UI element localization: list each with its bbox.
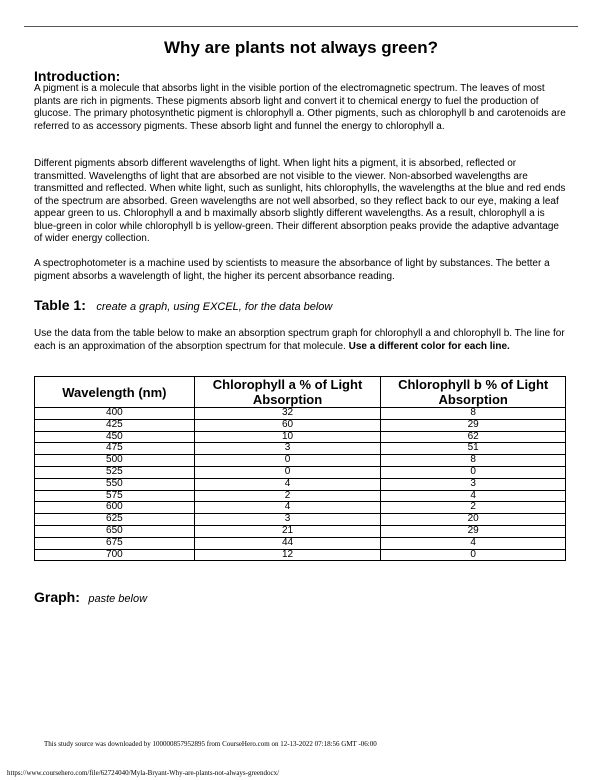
download-source-line: This study source was downloaded by 100000857952895 from CourseHero.com on 12-13-2022 07:18:56 GMT -06:00 xyxy=(44,740,377,748)
top-divider xyxy=(24,26,578,27)
cell-chlorophyll-a: 12 xyxy=(194,549,381,561)
cell-chlorophyll-b: 29 xyxy=(381,419,566,431)
cell-chlorophyll-a: 2 xyxy=(194,490,381,502)
table1-instructions xyxy=(34,328,569,353)
cell-wavelength: 675 xyxy=(35,537,195,549)
table-row xyxy=(35,549,566,561)
cell-chlorophyll-b: 20 xyxy=(381,514,566,526)
graph-heading xyxy=(34,589,147,607)
table-row xyxy=(35,466,566,478)
cell-chlorophyll-b: 29 xyxy=(381,525,566,537)
instructions-bold-text: Use a different color for each line. xyxy=(348,340,510,352)
cell-chlorophyll-b: 2 xyxy=(381,502,566,514)
cell-wavelength: 575 xyxy=(35,490,195,502)
cell-chlorophyll-a: 21 xyxy=(194,525,381,537)
graph-label: Graph: xyxy=(34,589,80,605)
cell-chlorophyll-b: 51 xyxy=(381,443,566,455)
page-title: Why are plants not always green? xyxy=(164,38,438,57)
cell-wavelength: 550 xyxy=(35,478,195,490)
table-header-row xyxy=(35,377,566,408)
cell-wavelength: 650 xyxy=(35,525,195,537)
cell-wavelength: 425 xyxy=(35,419,195,431)
table-row xyxy=(35,502,566,514)
cell-chlorophyll-a: 32 xyxy=(194,408,381,420)
cell-wavelength: 600 xyxy=(35,502,195,514)
cell-chlorophyll-b: 8 xyxy=(381,455,566,467)
table-row xyxy=(35,514,566,526)
cell-chlorophyll-a: 3 xyxy=(194,443,381,455)
cell-chlorophyll-a: 4 xyxy=(194,478,381,490)
table-row xyxy=(35,525,566,537)
cell-wavelength: 525 xyxy=(35,466,195,478)
header-wavelength: Wavelength (nm) xyxy=(35,377,195,408)
table-row xyxy=(35,537,566,549)
cell-wavelength: 625 xyxy=(35,514,195,526)
cell-chlorophyll-a: 44 xyxy=(194,537,381,549)
introduction-heading: Introduction: xyxy=(34,68,121,84)
intro-paragraph-3: A spectrophotometer is a machine used by scientists to measure the absorbance of light by substances. The better a pigment absorbs a wavelength of light, the higher its percent absorbance reading. xyxy=(34,258,550,282)
instructions-text: Use the data from the table below to make an absorption spectrum graph for chlorophyll a and chlorophyll b. The line for each is an approximation of the absorption spectrum for that molecule. xyxy=(34,328,565,352)
header-chlorophyll-a: Chlorophyll a % of Light Absorption xyxy=(194,377,381,408)
cell-wavelength: 700 xyxy=(35,549,195,561)
cell-chlorophyll-b: 4 xyxy=(381,490,566,502)
table-row xyxy=(35,478,566,490)
cell-chlorophyll-a: 0 xyxy=(194,466,381,478)
absorption-table xyxy=(34,376,566,561)
cell-chlorophyll-a: 4 xyxy=(194,502,381,514)
cell-chlorophyll-a: 60 xyxy=(194,419,381,431)
cell-chlorophyll-b: 0 xyxy=(381,549,566,561)
source-url: https://www.coursehero.com/file/62724040/Myla-Bryant-Why-are-plants-not-always-greendocx/ xyxy=(7,769,280,777)
cell-chlorophyll-b: 62 xyxy=(381,431,566,443)
graph-note: paste below xyxy=(88,593,148,605)
cell-chlorophyll-b: 0 xyxy=(381,466,566,478)
cell-chlorophyll-a: 0 xyxy=(194,455,381,467)
table-row xyxy=(35,419,566,431)
cell-wavelength: 450 xyxy=(35,431,195,443)
table-row xyxy=(35,490,566,502)
table1-label: Table 1: xyxy=(34,297,86,313)
cell-chlorophyll-a: 3 xyxy=(194,514,381,526)
table1-note: create a graph, using EXCEL, for the data below xyxy=(96,301,333,313)
cell-chlorophyll-b: 8 xyxy=(381,408,566,420)
cell-chlorophyll-b: 3 xyxy=(381,478,566,490)
table1-heading xyxy=(34,297,332,315)
table-row xyxy=(35,455,566,467)
table-row xyxy=(35,431,566,443)
intro-paragraph-1: A pigment is a molecule that absorbs light in the visible portion of the electromagnetic spectrum. The leaves of most plants are rich in pigments. These pigments absorb light and convert it to chemical energy to fuel the production of glucose. The primary photosynthetic pigment is chlorophyll a. Other pigments, such as chlorophyll b and carotenoids are referred to as accessory pigments. These absorb light and funnel the energy to chlorophyll a. xyxy=(34,83,566,132)
cell-wavelength: 500 xyxy=(35,455,195,467)
cell-chlorophyll-b: 4 xyxy=(381,537,566,549)
intro-paragraph-2: Different pigments absorb different wavelengths of light. When light hits a pigment, it is absorbed, reflected or transmitted. Wavelengths of light that are absorbed are not visible to the viewer. Non-absorbed wavelengths are transmitted and reflected. When white light, such as sunlight, hits chlorophylls, the wavelengths at the blue and red ends of the spectrum are absorbed. Green wavelengths are not well absorbed, so they reflect back to our eye, making a leaf appear green to us. Chlorophyll a and b maximally absorb slightly different wavelengths. As a result, chlorophyll a is blue-green in color while chlorophyll b is yellow-green. Their different absorption peaks provide the adaptive advantage of wider energy collection. xyxy=(34,158,566,244)
cell-wavelength: 400 xyxy=(35,408,195,420)
cell-wavelength: 475 xyxy=(35,443,195,455)
table-row xyxy=(35,443,566,455)
cell-chlorophyll-a: 10 xyxy=(194,431,381,443)
header-chlorophyll-b: Chlorophyll b % of Light Absorption xyxy=(381,377,566,408)
table-row xyxy=(35,408,566,420)
